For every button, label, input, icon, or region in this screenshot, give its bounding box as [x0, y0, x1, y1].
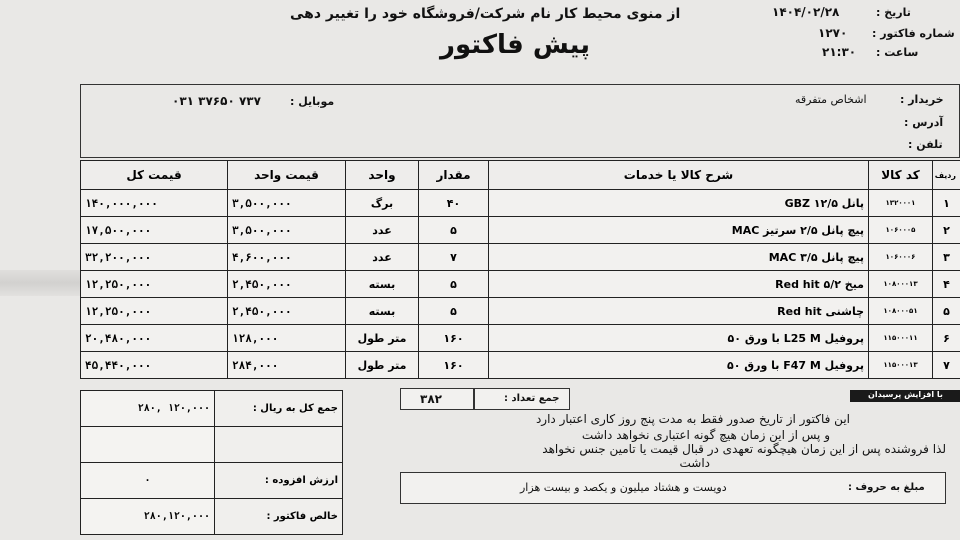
cell-qty: ۵ [419, 298, 489, 325]
table-row [81, 325, 960, 352]
count-label: جمع تعداد : [504, 393, 560, 404]
invoice-no-value: ۱۲۷۰ [818, 26, 848, 40]
cell-desc: چاشنی Red hit [489, 298, 869, 325]
cell-code: ۱۰۶۰۰۰۵ [869, 217, 933, 244]
cell-unit: برگ [346, 190, 419, 217]
amount-words-value: دویست و هشتاد میلیون و یکصد و بیست هزار [520, 481, 727, 494]
count-value: ۳۸۲ [420, 392, 442, 406]
cell-desc: پیچ پانل ۲/۵ سرتیز MAC [489, 217, 869, 244]
summary-row-net [81, 499, 343, 535]
cell-unit-price: ۲,۴۵۰,۰۰۰ [228, 271, 346, 298]
cell-code: ۱۰۶۰۰۰۶ [869, 244, 933, 271]
summary-table [80, 390, 343, 535]
col-header-code: کد کالا [869, 161, 933, 190]
cell-unit: متر طول [346, 325, 419, 352]
summary-row-empty [81, 427, 343, 463]
cell-code: ۱۱۵۰۰۰۱۱ [869, 325, 933, 352]
address-label: آدرس : [904, 116, 944, 129]
net-value: ۲۸۰,۱۲۰,۰۰۰ [81, 499, 215, 535]
cell-code: ۱۰۸۰۰۰۵۱ [869, 298, 933, 325]
cell-total: ۱۴۰,۰۰۰,۰۰۰ [81, 190, 228, 217]
cell-desc: میخ ۵/۲ Red hit [489, 271, 869, 298]
cell-qty: ۱۶۰ [419, 352, 489, 379]
cell-unit: عدد [346, 244, 419, 271]
cell-unit: بسته [346, 298, 419, 325]
net-label: خالص فاکتور : [215, 499, 343, 535]
cell-unit-price: ۲۸۴,۰۰۰ [228, 352, 346, 379]
cell-qty: ۵ [419, 271, 489, 298]
cell-qty: ۴۰ [419, 190, 489, 217]
col-header-qty: مقدار [419, 161, 489, 190]
items-table [80, 160, 960, 379]
table-row [81, 352, 960, 379]
invoice-no-label: شماره فاکتور : [872, 27, 955, 40]
cell-desc: پروفیل F47 M با ورق ۵۰ [489, 352, 869, 379]
col-header-row: ردیف [933, 161, 960, 190]
cell-code: ۱۰۸۰۰۰۱۳ [869, 271, 933, 298]
note-line-3: لذا فروشنده پس از این زمان هیچگونه تعهدی در قبال قیمت یا تامین جنس نخواهد [542, 442, 946, 456]
cell-row: ۶ [933, 325, 960, 352]
page-title: پیش فاکتور [440, 30, 590, 60]
summary-row-total [81, 391, 343, 427]
table-row [81, 298, 960, 325]
cell-desc: پروفیل L25 M با ورق ۵۰ [489, 325, 869, 352]
empty-cell [215, 427, 343, 463]
cell-total: ۱۲,۲۵۰,۰۰۰ [81, 271, 228, 298]
cell-row: ۵ [933, 298, 960, 325]
cell-unit-price: ۳,۵۰۰,۰۰۰ [228, 217, 346, 244]
cell-code: ۱۳۲۰۰۰۱ [869, 190, 933, 217]
cell-unit: عدد [346, 217, 419, 244]
col-header-total: قیمت کل [81, 161, 228, 190]
phone-label: تلفن : [908, 138, 943, 151]
summary-row-vat [81, 463, 343, 499]
cell-total: ۱۷,۵۰۰,۰۰۰ [81, 217, 228, 244]
cell-total: ۱۲,۲۵۰,۰۰۰ [81, 298, 228, 325]
mobile-value: ۰۳۱ ۳۷۶۵۰ ۷۳۷ [172, 94, 261, 108]
col-header-unit: واحد [346, 161, 419, 190]
cell-row: ۷ [933, 352, 960, 379]
cell-qty: ۱۶۰ [419, 325, 489, 352]
cell-total: ۲۰,۴۸۰,۰۰۰ [81, 325, 228, 352]
cell-desc: پانل GBZ ۱۲/۵ [489, 190, 869, 217]
table-header-row [81, 161, 960, 190]
cell-desc: پیچ پانل ۳/۵ MAC [489, 244, 869, 271]
note-line-1: این فاکتور از تاریخ صدور فقط به مدت پنج روز کاری اعتبار دارد [535, 412, 850, 426]
vat-label: ارزش افزوده : [215, 463, 343, 499]
col-header-unit-price: قیمت واحد [228, 161, 346, 190]
cell-total: ۳۲,۲۰۰,۰۰۰ [81, 244, 228, 271]
cell-total: ۴۵,۴۴۰,۰۰۰ [81, 352, 228, 379]
table-row [81, 217, 960, 244]
cell-qty: ۵ [419, 217, 489, 244]
time-label: ساعت : [876, 46, 919, 59]
vat-value: ۰ [81, 463, 215, 499]
cell-row: ۳ [933, 244, 960, 271]
header-notice: از منوی محیط کار نام شرکت/فروشگاه خود را تغییر دهی [290, 6, 681, 22]
amount-words-label: مبلغ به حروف : [848, 482, 925, 493]
cell-qty: ۷ [419, 244, 489, 271]
date-label: تاریخ : [876, 6, 911, 19]
note-line-4: داشت [679, 456, 710, 470]
time-value: ۲۱:۳۰ [822, 45, 857, 59]
col-header-desc: شرح کالا یا خدمات [489, 161, 869, 190]
cell-code: ۱۱۵۰۰۰۱۳ [869, 352, 933, 379]
cell-row: ۴ [933, 271, 960, 298]
cell-unit-price: ۴,۶۰۰,۰۰۰ [228, 244, 346, 271]
total-label: جمع کل به ریال : [215, 391, 343, 427]
total-value: ۲۸۰, ۱۲۰,۰۰۰ [81, 391, 215, 427]
cell-unit-price: ۳,۵۰۰,۰۰۰ [228, 190, 346, 217]
cell-unit: بسته [346, 271, 419, 298]
table-row [81, 244, 960, 271]
date-value: ۱۴۰۴/۰۲/۲۸ [772, 5, 840, 19]
empty-cell [81, 427, 215, 463]
buyer-value: اشخاص متفرقه [795, 93, 867, 106]
cell-unit: متر طول [346, 352, 419, 379]
cell-unit-price: ۲,۴۵۰,۰۰۰ [228, 298, 346, 325]
cell-unit-price: ۱۲۸,۰۰۰ [228, 325, 346, 352]
cell-row: ۲ [933, 217, 960, 244]
buyer-label: خریدار : [900, 93, 944, 106]
table-row [81, 190, 960, 217]
section-tab-label: با افزایش پرسیدان [868, 390, 943, 399]
note-line-2: و پس از این زمان هیچ گونه اعتباری نخواهد داشت [581, 428, 830, 442]
cell-row: ۱ [933, 190, 960, 217]
table-row [81, 271, 960, 298]
mobile-label: موبایل : [290, 95, 335, 108]
